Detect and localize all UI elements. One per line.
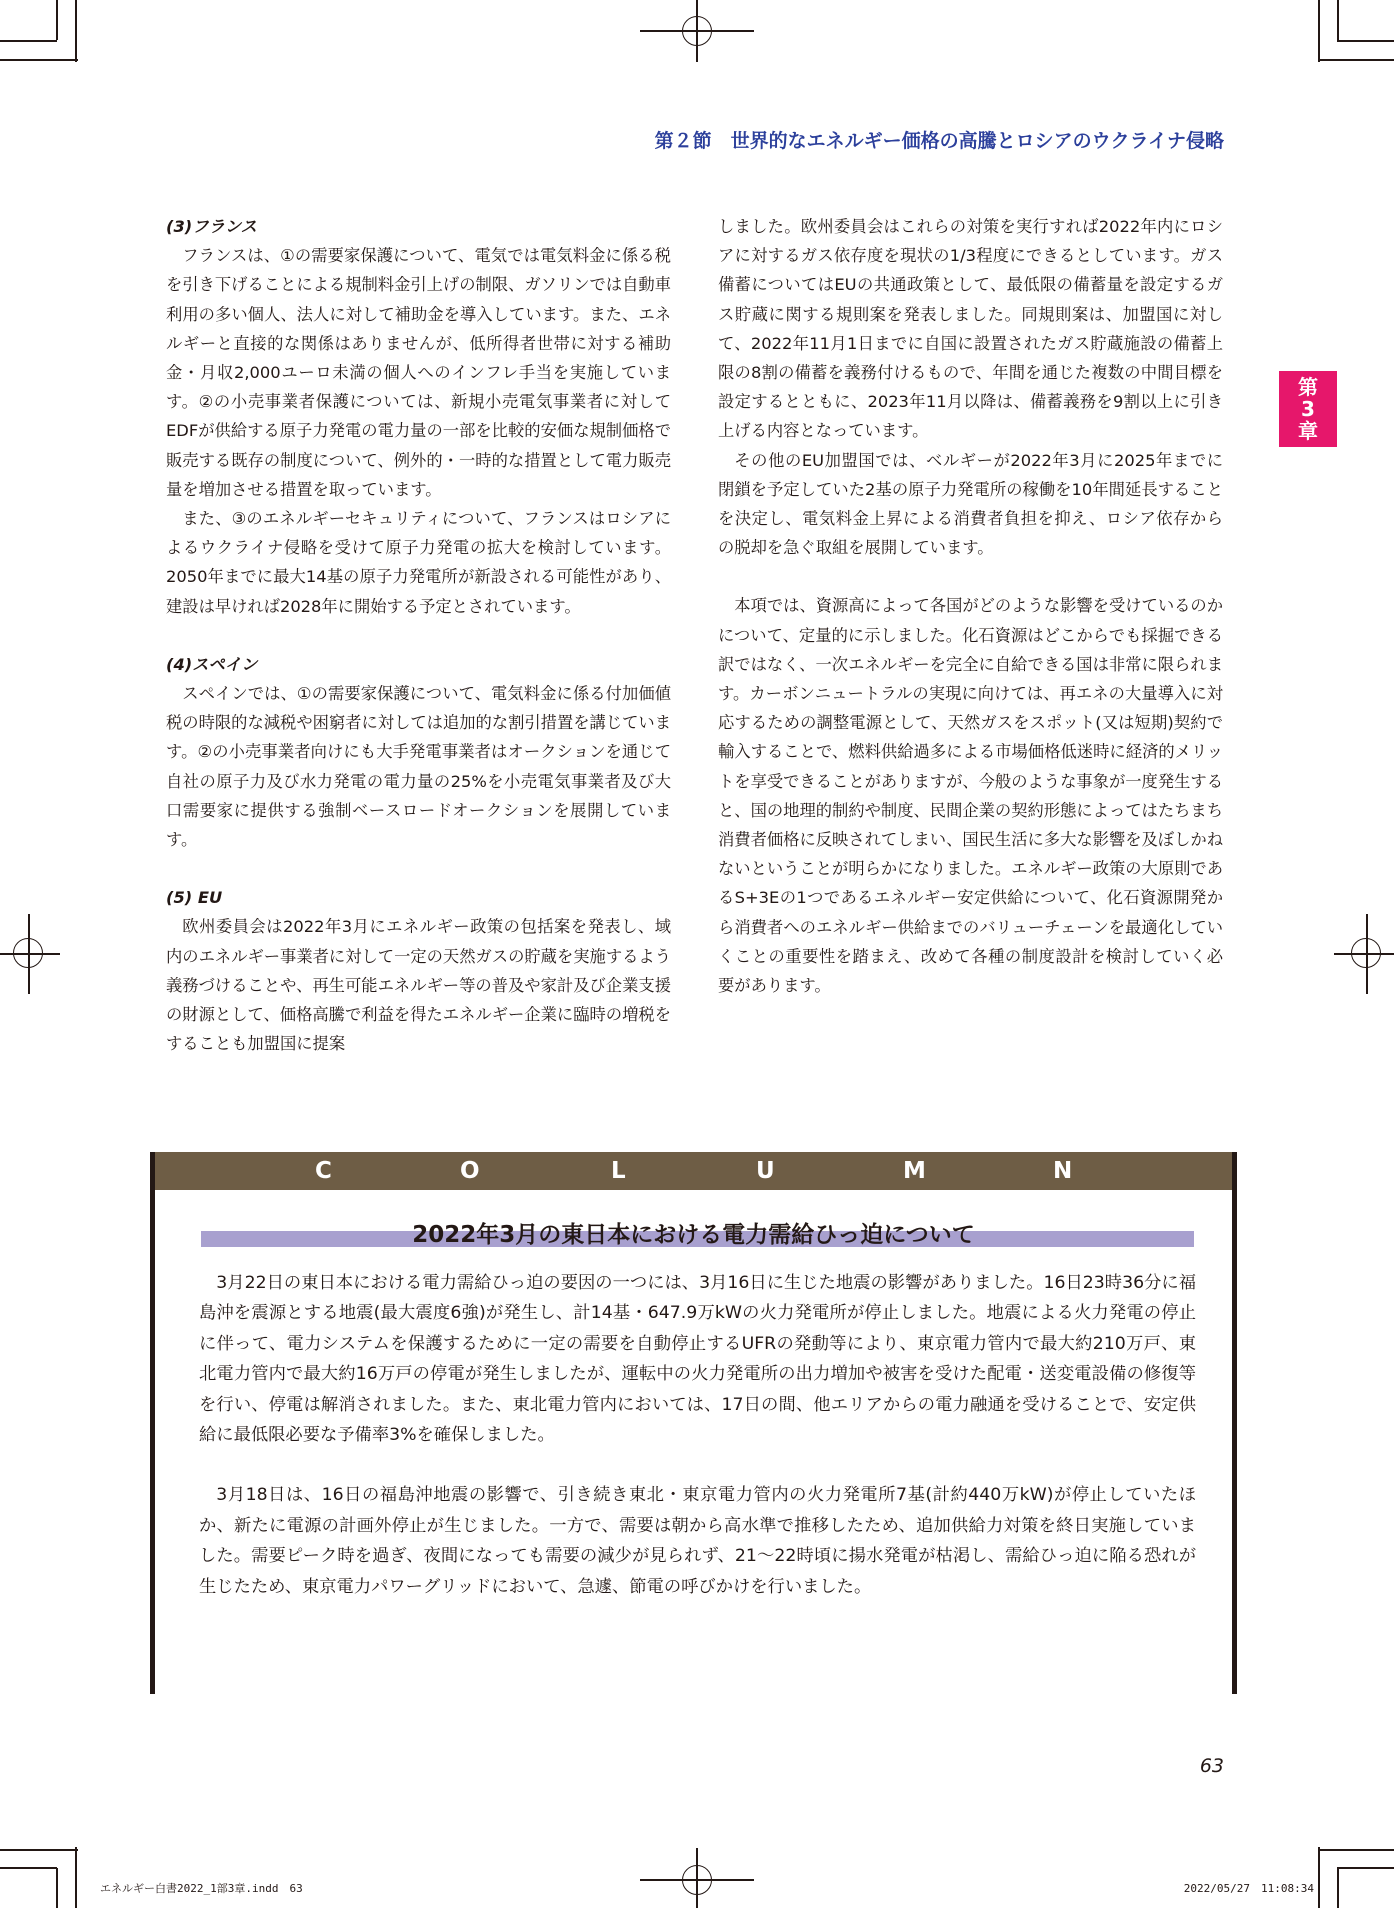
column-letter: U xyxy=(756,1158,775,1184)
right-column xyxy=(718,212,1223,1000)
column-letter: M xyxy=(903,1158,926,1184)
body-paragraph: スペインでは、①の需要家保護について、電気料金に係る付加価値税の時限的な減税や困窮者に対しては追加的な割引措置を講じています。②の小売事業者向けにも大手発電事業者はオークションを通じて自社の原子力及び水力発電の電力量の25%を小売電気事業者及び大口需要家に提供する強制ベースロードオークションを展開しています。 xyxy=(166,684,671,850)
body-paragraph: 欧州委員会は2022年3月にエネルギー政策の包括案を発表し、域内のエネルギー事業者に対して一定の天然ガスの貯蔵を実施するよう義務づけることや、再生可能エネルギー等の普及や家計及び企業支援の財源として、価格高騰で利益を得たエネルギー企業に臨時の増税をすることも加盟国に提案 xyxy=(166,917,671,1054)
body-paragraph: その他のEU加盟国では、ベルギーが2022年3月に2025年までに閉鎖を予定していた2基の原子力発電所の稼働を10年間延長することを決定し、電気料金上昇による消費者負担を抑え、ロシア依存からの脱却を急ぐ取組を展開しています。 xyxy=(718,450,1223,558)
page-number: 63 xyxy=(1199,1755,1224,1777)
footer-timestamp: 2022/05/27 11:08:34 xyxy=(1183,1882,1314,1895)
paragraph-gap xyxy=(166,854,671,883)
chapter-tab xyxy=(1279,371,1337,447)
body-paragraph: しました。欧州委員会はこれらの対策を実行すれば2022年内にロシアに対するガス依存度を現状の1/3程度にできるとしています。ガス備蓄についてはEUの共通政策として、最低限の備蓄量を設定するガス貯蔵に関する規則案を発表しました。同規則案は、加盟国に対して、2022年11月1日までに自国に設置されたガス貯蔵施設の備蓄上限の8割の備蓄を義務付けるもので、年間を通じた複数の中間目標を設定するとともに、2023年11月以降は、備蓄義務を9割以上に引き上げる内容となっています。 xyxy=(718,217,1223,441)
column-paragraph: 3月18日は、16日の福島沖地震の影響で、引き続き東北・東京電力管内の火力発電所7基(計約440万kW)が停止していたほか、新たに電源の計画外停止が生じました。一方で、需要は朝から高水準で推移したため、追加供給力対策を終日実施していました。需要ピーク時を過ぎ、夜間になっても需要の減少が見られず、21～22時頃に揚水発電が枯渇し、需給ひっ迫に陥る恐れが生じたため、東京電力パワーグリッドにおいて、急遽、節電の呼びかけを行いました。 xyxy=(199,1485,1196,1597)
column-body xyxy=(199,1268,1196,1602)
column-box xyxy=(150,1152,1237,1694)
subsection-heading: (4)スペイン xyxy=(166,654,258,674)
left-column xyxy=(166,212,671,1058)
body-paragraph: 本項では、資源高によって各国がどのような影響を受けているのかについて、定量的に示しました。化石資源はどこからでも採掘できる訳ではなく、一次エネルギーを完全に自給できる国は非常に限られます。カーボンニュートラルの実現に向けては、再エネの大量導入に対応するための調整電源として、天然ガスをスポット(又は短期)契約で輸入することで、燃料供給過多による市場価格低迷時に経済的メリットを享受できることがありますが、今般のような事象が一度発生すると、国の地理的制約や制度、民間企業の契約形態によってはたちまち消費者価格に反映されてしまい、国民生活に多大な影響を及ぼしかねないということが明らかになりました。エネルギー政策の大原則であるS+3Eの1つであるエネルギー安定供給について、化石資源開発から消費者へのエネルギー供給までのバリューチェーンを最適化していくことの重要性を踏まえ、改めて各種の制度設計を検討していく必要があります。 xyxy=(718,596,1223,996)
column-title: 2022年3月の東日本における電力需給ひっ迫について xyxy=(412,1222,975,1248)
chapter-tab-line3: 章 xyxy=(1298,419,1318,443)
subsection-heading: (5) EU xyxy=(166,888,223,908)
paragraph-gap xyxy=(718,562,1223,591)
subsection-heading: (3)フランス xyxy=(166,217,257,236)
footer-file-name: エネルギー白書2022_1部3章.indd 63 xyxy=(100,1882,303,1895)
paragraph-gap xyxy=(166,621,671,650)
body-paragraph: フランスは、①の需要家保護について、電気では電気料金に係る税を引き下げることによる規制料金引上げの制限、ガソリンでは自動車利用の多い個人、法人に対して補助金を導入しています。また、エネルギーと直接的な関係はありませんが、低所得者世帯に対する補助金・月収2,000ユーロ未満の個人へのインフレ手当を実施しています。②の小売事業者保護については、新規小売電気事業者に対してEDFが供給する原子力発電の電力量の一部を比較的安価な規制価格で販売する既存の制度について、例外的・一時的な措置として電力販売量を増加させる措置を取っています。 xyxy=(166,246,671,499)
column-heading-band xyxy=(155,1152,1232,1190)
column-letter: L xyxy=(611,1158,626,1184)
column-letter: N xyxy=(1053,1158,1073,1184)
section-header: 第２節 世界的なエネルギー価格の高騰とロシアのウクライナ侵略 xyxy=(654,130,1224,152)
body-paragraph: また、③のエネルギーセキュリティについて、フランスはロシアによるウクライナ侵略を受けて原子力発電の拡大を検討しています。2050年までに最大14基の原子力発電所が新設される可能性があり、建設は早ければ2028年に開始する予定とされています。 xyxy=(166,509,671,616)
column-letter: C xyxy=(315,1158,332,1184)
chapter-tab-line1: 第 xyxy=(1298,375,1318,399)
chapter-tab-number: 3 xyxy=(1301,397,1315,421)
column-paragraph: 3月22日の東日本における電力需給ひっ迫の要因の一つには、3月16日に生じた地震の影響がありました。16日23時36分に福島沖を震源とする地震(最大震度6強)が発生し、計14基・647.9万kWの火力発電所が停止しました。地震による火力発電の停止に伴って、電力システムを保護するために一定の需要を自動停止するUFRの発動等により、東京電力管内で最大約210万戸、東北電力管内で最大約16万戸の停電が発生しましたが、運転中の火力発電所の出力増加や被害を受けた配電・送変電設備の修復等を行い、停電は解消されました。また、東北電力管内においては、17日の間、他エリアからの電力融通を受けることで、安定供給に最低限必要な予備率3%を確保しました。 xyxy=(199,1273,1196,1446)
column-letter: O xyxy=(460,1158,480,1184)
